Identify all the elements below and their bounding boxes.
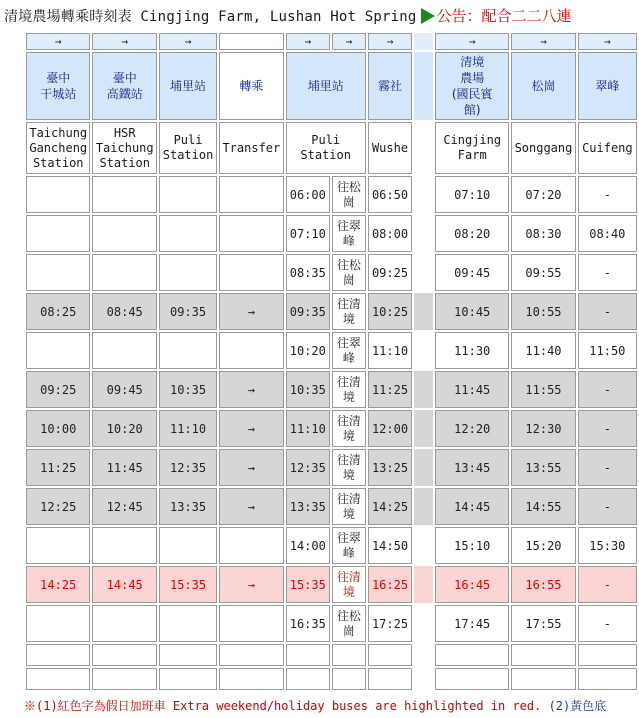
cell-cingjing: 10:45 bbox=[435, 293, 509, 330]
cell-gancheng: 12:25 bbox=[26, 488, 90, 525]
cell-wushe: 14:50 bbox=[368, 527, 412, 564]
cell-hsr bbox=[92, 527, 156, 564]
header-cn-wushe: 霧社 bbox=[368, 52, 412, 120]
cell-gancheng bbox=[26, 176, 90, 213]
cell-wushe: 12:00 bbox=[368, 410, 412, 447]
cell-wushe: 09:25 bbox=[368, 254, 412, 291]
table-row bbox=[26, 293, 637, 330]
cell-cuifeng: - bbox=[578, 293, 637, 330]
arrow-cell-cingjing: → bbox=[435, 33, 509, 50]
arrow-cell-cuifeng: → bbox=[578, 33, 637, 50]
timetable bbox=[24, 31, 639, 692]
cell-direction: 往清 境 bbox=[332, 449, 366, 486]
cell-hsr bbox=[92, 254, 156, 291]
cell-direction: 往松 崗 bbox=[332, 605, 366, 642]
table-row bbox=[26, 527, 637, 564]
footer-note-blue: (2)黃色底 bbox=[541, 699, 607, 713]
cell-cingjing: 15:10 bbox=[435, 527, 509, 564]
header-en-hsr: HSR Taichung Station bbox=[92, 122, 156, 174]
footer-note bbox=[24, 697, 639, 715]
gap-cell bbox=[414, 668, 433, 690]
empty-cell bbox=[332, 644, 366, 666]
header-en-cingjing: Cingjing Farm bbox=[435, 122, 509, 174]
cell-gancheng: 10:00 bbox=[26, 410, 90, 447]
cell-cuifeng: 08:40 bbox=[578, 215, 637, 252]
cell-gancheng bbox=[26, 605, 90, 642]
cell-direction: 往清 境 bbox=[332, 410, 366, 447]
cell-wushe: 11:25 bbox=[368, 371, 412, 408]
cell-direction: 往清 境 bbox=[332, 488, 366, 525]
cell-wushe: 17:25 bbox=[368, 605, 412, 642]
cell-direction: 往翠 峰 bbox=[332, 527, 366, 564]
cell-wushe: 13:25 bbox=[368, 449, 412, 486]
table-row bbox=[26, 488, 637, 525]
header-en-puli-a: Puli Station bbox=[159, 122, 217, 174]
empty-cell bbox=[159, 668, 217, 690]
table-row bbox=[26, 410, 637, 447]
header-cn-cuifeng: 翠峰 bbox=[578, 52, 637, 120]
flag-icon bbox=[421, 8, 435, 24]
cell-cingjing: 13:45 bbox=[435, 449, 509, 486]
arrow-cell-hsr: → bbox=[92, 33, 156, 50]
table-row bbox=[26, 254, 637, 291]
cell-gancheng bbox=[26, 215, 90, 252]
empty-cell bbox=[578, 668, 637, 690]
cell-direction: 往松 崗 bbox=[332, 176, 366, 213]
gap-cell bbox=[414, 605, 433, 642]
cell-cuifeng: - bbox=[578, 254, 637, 291]
header-cn-songgang: 松崗 bbox=[511, 52, 575, 120]
cell-direction: 往清 境 bbox=[332, 566, 366, 603]
cell-transfer bbox=[219, 176, 283, 213]
cell-songgang: 10:55 bbox=[511, 293, 575, 330]
empty-cell bbox=[368, 668, 412, 690]
cell-songgang: 11:55 bbox=[511, 371, 575, 408]
cell-transfer: → bbox=[219, 410, 283, 447]
header-row-cn bbox=[26, 52, 637, 120]
cell-songgang: 15:20 bbox=[511, 527, 575, 564]
gap-cell bbox=[414, 449, 433, 486]
cell-gancheng: 11:25 bbox=[26, 449, 90, 486]
table-row bbox=[26, 566, 637, 603]
empty-cell bbox=[435, 644, 509, 666]
empty-cell bbox=[219, 668, 283, 690]
empty-cell bbox=[578, 644, 637, 666]
arrow-cell-transfer bbox=[219, 33, 283, 50]
cell-puli-a bbox=[159, 254, 217, 291]
gap-cell bbox=[414, 293, 433, 330]
cell-songgang: 16:55 bbox=[511, 566, 575, 603]
cell-direction: 往清 境 bbox=[332, 371, 366, 408]
cell-cuifeng: - bbox=[578, 605, 637, 642]
gap-cell bbox=[414, 371, 433, 408]
cell-hsr: 14:45 bbox=[92, 566, 156, 603]
cell-puli-a bbox=[159, 605, 217, 642]
empty-cell bbox=[286, 668, 330, 690]
gap-cell bbox=[414, 488, 433, 525]
cell-cingjing: 12:20 bbox=[435, 410, 509, 447]
cell-songgang: 08:30 bbox=[511, 215, 575, 252]
table-row bbox=[26, 605, 637, 642]
header-row-en bbox=[26, 122, 637, 174]
cell-direction: 往松 崗 bbox=[332, 254, 366, 291]
cell-wushe: 08:00 bbox=[368, 215, 412, 252]
cell-puli-b: 07:10 bbox=[286, 215, 330, 252]
empty-cell bbox=[92, 644, 156, 666]
cell-hsr: 10:20 bbox=[92, 410, 156, 447]
arrow-cell-direction: → bbox=[332, 33, 366, 50]
cell-wushe: 10:25 bbox=[368, 293, 412, 330]
cell-puli-a: 11:10 bbox=[159, 410, 217, 447]
cell-transfer bbox=[219, 332, 283, 369]
header-cn-transfer: 轉乘 bbox=[219, 52, 283, 120]
cell-cuifeng: - bbox=[578, 449, 637, 486]
empty-cell bbox=[159, 644, 217, 666]
cell-puli-a: 12:35 bbox=[159, 449, 217, 486]
cell-puli-b: 08:35 bbox=[286, 254, 330, 291]
cell-puli-a: 09:35 bbox=[159, 293, 217, 330]
cell-transfer: → bbox=[219, 371, 283, 408]
page-title bbox=[4, 4, 639, 28]
cell-puli-b: 15:35 bbox=[286, 566, 330, 603]
cell-puli-b: 12:35 bbox=[286, 449, 330, 486]
header-cn-puli-b: 埔里站 bbox=[286, 52, 366, 120]
cell-cingjing: 14:45 bbox=[435, 488, 509, 525]
cell-songgang: 17:55 bbox=[511, 605, 575, 642]
empty-cell bbox=[92, 668, 156, 690]
cell-direction: 往清 境 bbox=[332, 293, 366, 330]
cell-cuifeng: - bbox=[578, 176, 637, 213]
cell-songgang: 14:55 bbox=[511, 488, 575, 525]
cell-wushe: 11:10 bbox=[368, 332, 412, 369]
empty-cell bbox=[511, 668, 575, 690]
arrow-cell-puli-b: → bbox=[286, 33, 330, 50]
cell-gancheng bbox=[26, 332, 90, 369]
empty-cell bbox=[435, 668, 509, 690]
arrow-cell-gancheng: → bbox=[26, 33, 90, 50]
cell-cuifeng: 11:50 bbox=[578, 332, 637, 369]
cell-cuifeng: - bbox=[578, 488, 637, 525]
header-cn-gap bbox=[414, 52, 433, 120]
table-row bbox=[26, 332, 637, 369]
cell-cuifeng: - bbox=[578, 566, 637, 603]
cell-songgang: 13:55 bbox=[511, 449, 575, 486]
arrow-cell-puli-a: → bbox=[159, 33, 217, 50]
cell-cuifeng: 15:30 bbox=[578, 527, 637, 564]
cell-transfer: → bbox=[219, 293, 283, 330]
cell-transfer bbox=[219, 215, 283, 252]
cell-hsr bbox=[92, 605, 156, 642]
cell-transfer bbox=[219, 527, 283, 564]
gap-cell bbox=[414, 176, 433, 213]
arrow-cell-wushe: → bbox=[368, 33, 412, 50]
cell-transfer: → bbox=[219, 449, 283, 486]
empty-cell bbox=[219, 644, 283, 666]
cell-puli-b: 10:20 bbox=[286, 332, 330, 369]
gap-cell bbox=[414, 410, 433, 447]
empty-cell bbox=[368, 644, 412, 666]
cell-songgang: 11:40 bbox=[511, 332, 575, 369]
cell-cingjing: 09:45 bbox=[435, 254, 509, 291]
gap-cell bbox=[414, 254, 433, 291]
cell-transfer bbox=[219, 605, 283, 642]
cell-gancheng: 09:25 bbox=[26, 371, 90, 408]
table-row bbox=[26, 371, 637, 408]
cell-puli-a: 13:35 bbox=[159, 488, 217, 525]
header-en-gap bbox=[414, 122, 433, 174]
header-en-songgang: Songgang bbox=[511, 122, 575, 174]
cell-wushe: 16:25 bbox=[368, 566, 412, 603]
cell-transfer bbox=[219, 254, 283, 291]
cell-gancheng bbox=[26, 527, 90, 564]
title-text: 清境農場轉乘時刻表 Cingjing Farm, Lushan Hot Spring bbox=[4, 9, 417, 25]
cell-puli-b: 14:00 bbox=[286, 527, 330, 564]
notice-link[interactable]: 公告：配合二二八連 bbox=[436, 7, 572, 25]
gap-cell bbox=[414, 527, 433, 564]
gap-cell bbox=[414, 332, 433, 369]
cell-puli-b: 16:35 bbox=[286, 605, 330, 642]
cell-hsr: 08:45 bbox=[92, 293, 156, 330]
table-row bbox=[26, 215, 637, 252]
cell-hsr bbox=[92, 332, 156, 369]
header-en-gancheng: Taichung Gancheng Station bbox=[26, 122, 90, 174]
cell-direction: 往翠 峰 bbox=[332, 215, 366, 252]
arrow-cell-songgang: → bbox=[511, 33, 575, 50]
cell-cingjing: 11:30 bbox=[435, 332, 509, 369]
header-cn-hsr: 臺中 高鐵站 bbox=[92, 52, 156, 120]
header-en-wushe: Wushe bbox=[368, 122, 412, 174]
cell-direction: 往翠 峰 bbox=[332, 332, 366, 369]
cell-puli-b: 10:35 bbox=[286, 371, 330, 408]
cell-hsr bbox=[92, 215, 156, 252]
table-row bbox=[26, 176, 637, 213]
cell-puli-a: 15:35 bbox=[159, 566, 217, 603]
empty-cell bbox=[332, 668, 366, 690]
cell-cingjing: 07:10 bbox=[435, 176, 509, 213]
cell-gancheng bbox=[26, 254, 90, 291]
cell-puli-b: 13:35 bbox=[286, 488, 330, 525]
header-cn-gancheng: 臺中 干城站 bbox=[26, 52, 90, 120]
table-row bbox=[26, 449, 637, 486]
empty-cell bbox=[286, 644, 330, 666]
cell-cingjing: 17:45 bbox=[435, 605, 509, 642]
cell-puli-a bbox=[159, 527, 217, 564]
cell-cingjing: 11:45 bbox=[435, 371, 509, 408]
cell-hsr: 12:45 bbox=[92, 488, 156, 525]
empty-cell bbox=[511, 644, 575, 666]
cell-songgang: 12:30 bbox=[511, 410, 575, 447]
cell-songgang: 07:20 bbox=[511, 176, 575, 213]
cell-cingjing: 08:20 bbox=[435, 215, 509, 252]
cell-puli-a bbox=[159, 332, 217, 369]
cell-cuifeng: - bbox=[578, 410, 637, 447]
arrow-row bbox=[26, 33, 637, 50]
empty-cell bbox=[26, 644, 90, 666]
cell-wushe: 06:50 bbox=[368, 176, 412, 213]
gap-cell bbox=[414, 644, 433, 666]
empty-row bbox=[26, 644, 637, 666]
empty-cell bbox=[26, 668, 90, 690]
header-cn-puli-a: 埔里站 bbox=[159, 52, 217, 120]
cell-transfer: → bbox=[219, 488, 283, 525]
cell-cuifeng: - bbox=[578, 371, 637, 408]
cell-puli-a bbox=[159, 215, 217, 252]
cell-transfer: → bbox=[219, 566, 283, 603]
cell-hsr: 09:45 bbox=[92, 371, 156, 408]
cell-hsr: 11:45 bbox=[92, 449, 156, 486]
header-cn-cingjing: 清境 農場 (國民賓 館) bbox=[435, 52, 509, 120]
footer-note-red: ※(1)紅色字為假日加班車 Extra weekend/holiday buses are highlighted in red. bbox=[24, 699, 542, 713]
header-en-puli-b: Puli Station bbox=[286, 122, 366, 174]
cell-puli-a bbox=[159, 176, 217, 213]
cell-puli-b: 09:35 bbox=[286, 293, 330, 330]
cell-songgang: 09:55 bbox=[511, 254, 575, 291]
cell-gancheng: 14:25 bbox=[26, 566, 90, 603]
gap-cell bbox=[414, 566, 433, 603]
empty-row bbox=[26, 668, 637, 690]
cell-cingjing: 16:45 bbox=[435, 566, 509, 603]
cell-puli-b: 11:10 bbox=[286, 410, 330, 447]
cell-gancheng: 08:25 bbox=[26, 293, 90, 330]
gap-cell bbox=[414, 215, 433, 252]
cell-puli-a: 10:35 bbox=[159, 371, 217, 408]
header-en-transfer: Transfer bbox=[219, 122, 283, 174]
arrow-cell-gap bbox=[414, 33, 433, 50]
header-en-cuifeng: Cuifeng bbox=[578, 122, 637, 174]
cell-wushe: 14:25 bbox=[368, 488, 412, 525]
cell-puli-b: 06:00 bbox=[286, 176, 330, 213]
cell-hsr bbox=[92, 176, 156, 213]
